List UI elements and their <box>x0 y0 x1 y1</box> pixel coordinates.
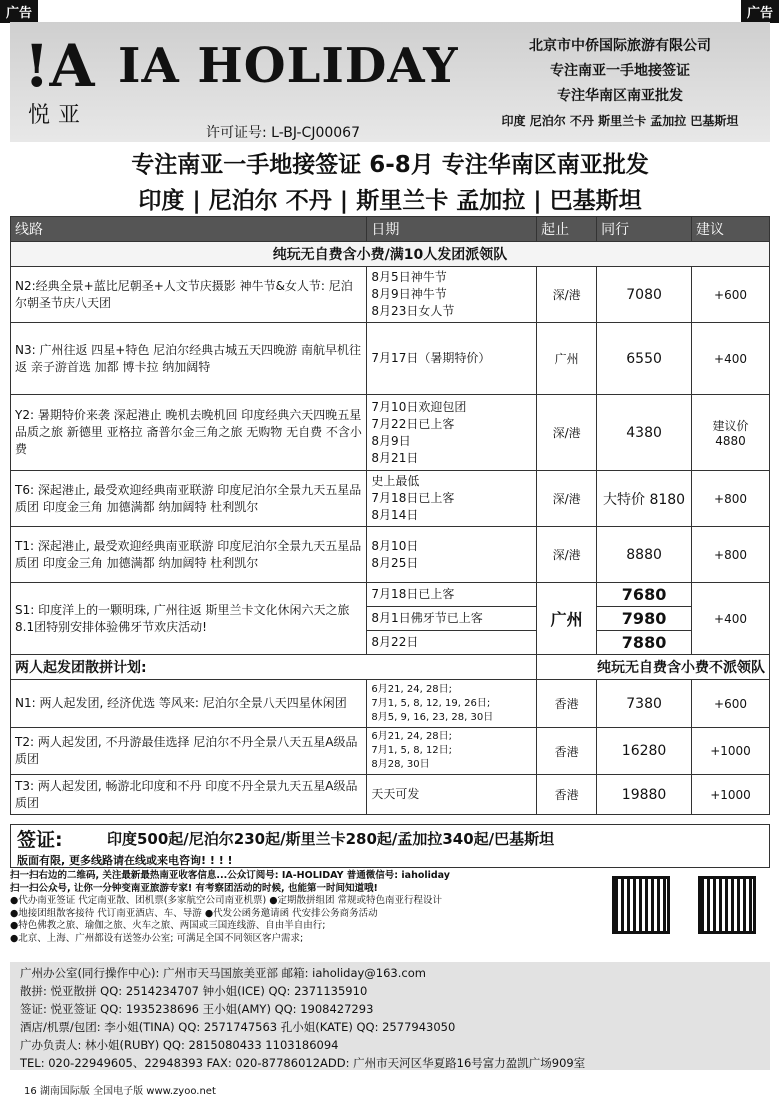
departure: 香港 <box>537 775 597 815</box>
table-row <box>11 267 770 323</box>
col-price: 同行 <box>597 217 692 242</box>
company-name: 北京市中侨国际旅游有限公司 <box>529 38 711 54</box>
route: T3: 两人起发团, 畅游北印度和不丹 印度不丹全景九天五星A级品质团 <box>11 775 367 815</box>
route: T2: 两人起发团, 不丹游最佳选择 尼泊尔不丹全景八天五星A级品质团 <box>11 728 367 775</box>
contact-line: 散拼: 悦亚散拼 QQ: 2514234707 钟小姐(ICE) QQ: 2371135910 <box>20 984 368 998</box>
dates: 6月21, 24, 28日; 7月1, 5, 8, 12日; 8月28, 30日 <box>367 728 537 775</box>
info-line: ●特色佛教之旅、瑜伽之旅、火车之旅、两国或三国连线游、自由半自由行; <box>10 920 326 931</box>
col-date: 日期 <box>367 217 537 242</box>
departure: 深/港 <box>537 267 597 323</box>
price: 7380 <box>597 680 692 728</box>
table-row <box>11 395 770 471</box>
ad-label-right: 广告 <box>741 0 779 23</box>
departure: 香港 <box>537 680 597 728</box>
price: 7880 <box>597 631 692 655</box>
price: 7980 <box>597 607 692 631</box>
license-number: 许可证号: L-BJ-CJ00067 <box>206 125 360 141</box>
table-row <box>11 583 770 607</box>
logo-chinese: 悦亚 <box>28 103 89 128</box>
visa-title: 签证: <box>17 829 63 851</box>
departure: 香港 <box>537 728 597 775</box>
visa-more: 版面有限, 更多线路请在线或来电咨询! ! ! ! <box>17 854 233 867</box>
headline-2: 印度 | 尼泊尔 不丹 | 斯里兰卡 孟加拉 | 巴基斯坦 <box>138 188 642 214</box>
table-row <box>11 680 770 728</box>
band-small-groups <box>11 655 770 680</box>
visa-prices: 印度500起/尼泊尔230起/斯里兰卡280起/孟加拉340起/巴基斯坦 <box>107 830 555 848</box>
band-left: 两人起发团散拼计划: <box>11 655 537 680</box>
table-row <box>11 728 770 775</box>
departure: 深/港 <box>537 471 597 527</box>
company-destinations: 印度 尼泊尔 不丹 斯里兰卡 孟加拉 巴基斯坦 <box>501 114 739 128</box>
col-from: 起止 <box>537 217 597 242</box>
route: N1: 两人起发团, 经济优选 等风来: 尼泊尔全景八天四星休闲团 <box>11 680 367 728</box>
departure: 深/港 <box>537 395 597 471</box>
company-info <box>470 34 770 134</box>
dates: 7月10日欢迎包团 7月22日已上客 8月9日 8月21日 <box>367 395 537 471</box>
info-line: ●北京、上海、广州都设有送签办公室; 可满足全国不同领区客户需求; <box>10 932 304 944</box>
suggest: +800 <box>692 527 770 583</box>
table-row <box>11 775 770 815</box>
dates: 天天可发 <box>367 775 537 815</box>
page-footer: 16 湖南国际版 全国电子版 www.zyoo.net <box>24 1086 216 1097</box>
dates: 史上最低 7月18日已上客 8月14日 <box>367 471 537 527</box>
departure: 广州 <box>537 583 597 655</box>
table-row <box>11 471 770 527</box>
suggest: 建议价 4880 <box>692 395 770 471</box>
info-line: ●代办南亚签证 代定南亚散、团机票(多家航空公司南亚机票) ●定期散拼组团 常规或特色南亚行程设计 <box>10 895 443 906</box>
suggest: +600 <box>692 680 770 728</box>
price: 大特价 8180 <box>597 471 692 527</box>
contact-line: 酒店/机票/包团: 李小姐(TINA) QQ: 2571747563 孔小姐(KATE) QQ: 2577943050 <box>20 1020 456 1034</box>
suggest: +400 <box>692 583 770 655</box>
route: S1: 印度洋上的一颗明珠, 广州往返 斯里兰卡文化休闲六天之旅 8.1团特别安排体验佛牙节欢庆活动! <box>11 583 367 655</box>
dates: 8月5日神牛节 8月9日神牛节 8月23日女人节 <box>367 267 537 323</box>
route: N2:经典全景+蓝比尼朝圣+人文节庆摄影 神牛节&女人节: 尼泊尔朝圣节庆八天团 <box>11 267 367 323</box>
contact-line: 签证: 悦亚签证 QQ: 1935238696 王小姐(AMY) QQ: 1908427293 <box>20 1002 374 1016</box>
contact-line: 广州办公室(同行操作中心): 广州市天马国旅美亚部 邮箱: iaholiday@163.com <box>20 966 426 980</box>
info-line: 扫一扫公众号, 让你一分钟变南亚旅游专家! 有考察团活动的时候, 也能第一时间知道哦! <box>10 882 378 894</box>
headline-1: 专注南亚一手地接签证 6-8月 专注华南区南亚批发 <box>131 152 649 178</box>
departure: 深/港 <box>537 527 597 583</box>
header-banner <box>10 22 770 142</box>
ad-label-left: 广告 <box>0 0 38 23</box>
price: 19880 <box>597 775 692 815</box>
route: N3: 广州往返 四星+特色 尼泊尔经典古城五天四晚游 南航早机往返 亲子游首选 加都 博卡拉 纳加阔特 <box>11 323 367 395</box>
route: Y2: 暑期特价来袭 深起港止 晚机去晚机回 印度经典六天四晚五星品质之旅 新德里 亚格拉 斋普尔金三角之旅 无购物 无自费 不含小费 <box>11 395 367 471</box>
contact-line: TEL: 020-22949605、22948393 FAX: 020-87786012ADD: 广州市天河区华夏路16号富力盈凯广场909室 <box>20 1056 586 1070</box>
price: 4380 <box>597 395 692 471</box>
price: 7080 <box>597 267 692 323</box>
date: 8月22日 <box>367 631 537 655</box>
route: T1: 深起港止, 最受欢迎经典南亚联游 印度尼泊尔全景九天五星品质团 印度金三角 加德满都 纳加阔特 杜利凯尔 <box>11 527 367 583</box>
info-line: 扫一扫右边的二维码, 关注最新最热南亚收客信息...公众订阅号: IA-HOLIDAY 普通微信号: iaholiday <box>10 870 450 881</box>
company-tagline-1: 专注南亚一手地接签证 <box>550 63 690 79</box>
qr-code-icon[interactable] <box>612 876 670 934</box>
suggest: +1000 <box>692 775 770 815</box>
dates: 8月10日 8月25日 <box>367 527 537 583</box>
price: 6550 <box>597 323 692 395</box>
dates: 6月21, 24, 28日; 7月1, 5, 8, 12, 19, 26日; 8月5, 9, 16, 23, 28, 30日 <box>367 680 537 728</box>
col-route: 线路 <box>11 217 367 242</box>
tour-table <box>10 216 770 815</box>
date: 8月1日佛牙节已上客 <box>367 607 537 631</box>
table-header <box>11 217 770 242</box>
price: 16280 <box>597 728 692 775</box>
suggest: +800 <box>692 471 770 527</box>
suggest: +600 <box>692 267 770 323</box>
band-group-tours: 纯玩无自费含小费/满10人发团派领队 <box>11 242 770 267</box>
table-row <box>11 527 770 583</box>
col-suggest: 建议 <box>692 217 770 242</box>
contact-line: 广办负责人: 林小姐(RUBY) QQ: 2815080433 1103186094 <box>20 1038 339 1052</box>
table-row <box>11 323 770 395</box>
date: 7月18日已上客 <box>367 583 537 607</box>
dates: 7月17日（暑期特价） <box>367 323 537 395</box>
brand-name: IA HOLIDAY <box>118 38 459 94</box>
company-tagline-2: 专注华南区南亚批发 <box>557 88 683 104</box>
route: T6: 深起港止, 最受欢迎经典南亚联游 印度尼泊尔全景九天五星品质团 印度金三角 加德满都 纳加阔特 杜利凯尔 <box>11 471 367 527</box>
suggest: +400 <box>692 323 770 395</box>
band-right: 纯玩无自费含小费不派领队 <box>537 655 770 680</box>
info-line: ●地接团组散客接待 代订南亚酒店、车、导游 ●代发公函务邀请函 代安排公务商务活动 <box>10 907 378 919</box>
price: 8880 <box>597 527 692 583</box>
logo-mark: !A <box>24 32 95 100</box>
price: 7680 <box>597 583 692 607</box>
suggest: +1000 <box>692 728 770 775</box>
contact-section <box>10 962 770 1070</box>
visa-section <box>10 824 770 868</box>
qr-code-icon[interactable] <box>698 876 756 934</box>
departure: 广州 <box>537 323 597 395</box>
